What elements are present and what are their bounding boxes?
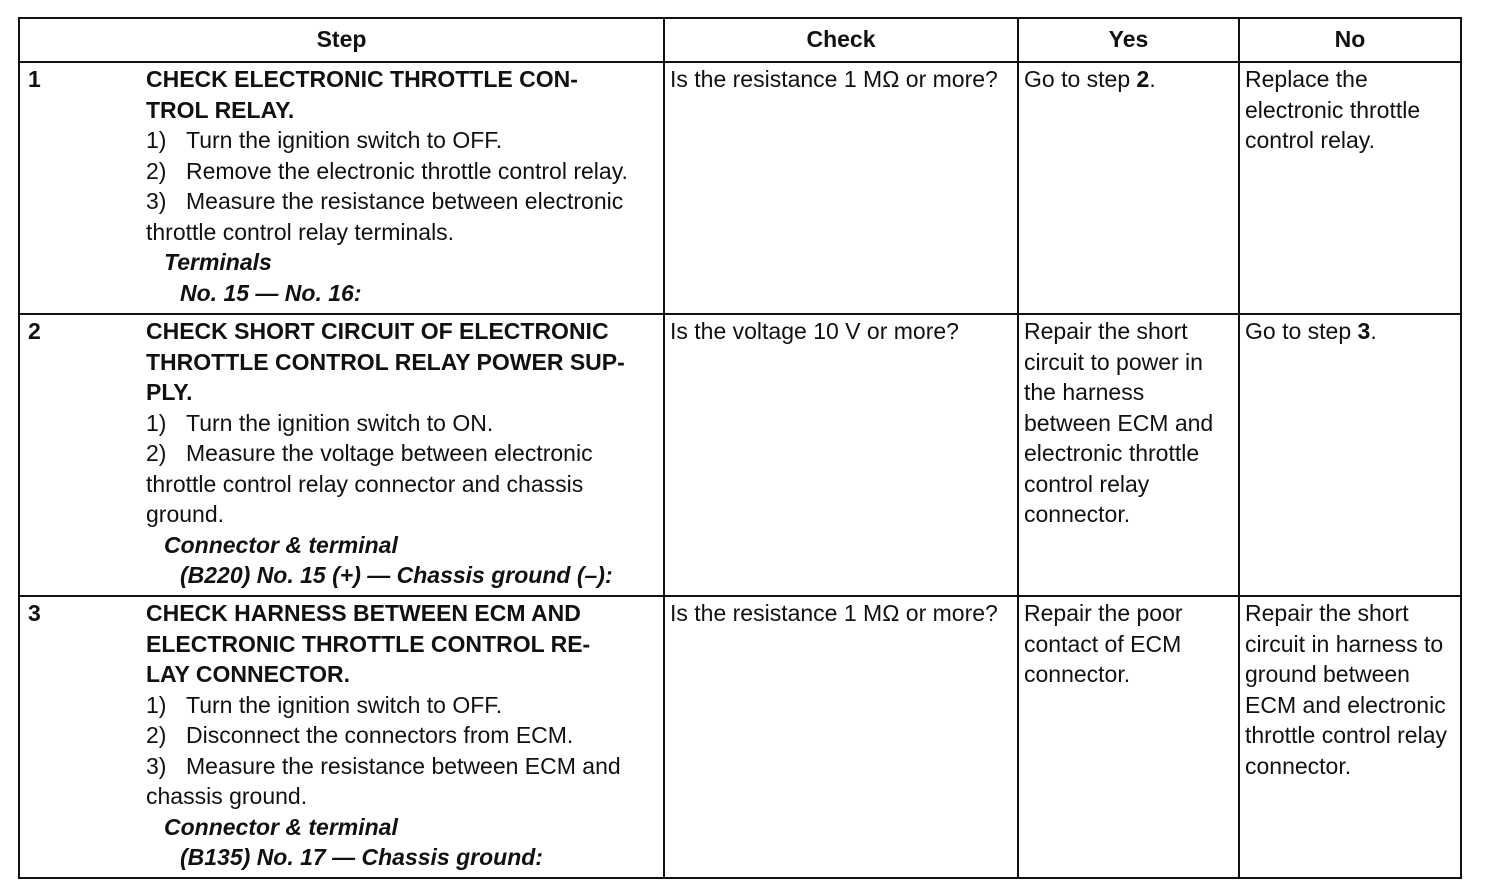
step-instruction: 3) Measure the resistance between electronic [146,188,624,214]
step-number: 2 [28,318,41,344]
no-cell: Replace the electronic throttle control relay. [1239,62,1461,314]
step-title [146,316,654,408]
header-check: Check [664,18,1018,62]
spec-label: Connector & terminal [164,531,398,558]
step-title-line: THROTTLE CONTROL RELAY POWER SUP- [146,348,625,375]
step-instruction-continuation: throttle control relay connector and chassis ground. [146,470,584,527]
step-body [146,598,658,873]
diagnostic-table [18,17,1462,879]
no-cell: Go to step 3. [1239,314,1461,596]
step-ref: 2 [1136,66,1150,92]
step-instruction-continuation: throttle control relay terminals. [146,218,455,245]
step-instruction: 1) Turn the ignition switch to ON. [146,409,494,436]
step-cell [19,596,664,878]
step-cell [19,314,664,596]
check-cell: Is the resistance 1 MΩ or more? [664,62,1018,314]
step-title-line: CHECK HARNESS BETWEEN ECM AND [146,600,581,626]
step-instruction: 3) Measure the resistance between ECM and [146,752,621,779]
spec-value: (B220) No. 15 (+) — Chassis ground (–): [180,562,613,588]
header-step: Step [19,18,664,62]
check-cell: Is the voltage 10 V or more? [664,314,1018,596]
step-number: 3 [28,600,41,626]
header-no: No [1239,18,1461,62]
step-title [146,64,654,125]
step-instruction: 2) Disconnect the connectors from ECM. [146,722,574,748]
step-instruction-continuation: chassis ground. [146,783,308,809]
step-instruction: 1) Turn the ignition switch to OFF. [146,691,503,718]
step-title-line: PLY. [146,379,193,405]
step-cell [19,62,664,314]
yes-cell: Go to step 2. [1018,62,1239,314]
check-cell: Is the resistance 1 MΩ or more? [664,596,1018,878]
step-ref: 3 [1357,318,1371,344]
step-title-line: CHECK SHORT CIRCUIT OF ELECTRONIC [146,318,609,344]
yes-cell: Repair the poor contact of ECM connector. [1018,596,1239,878]
step-instruction: 2) Measure the voltage between electronic [146,440,593,466]
table-row [19,314,1461,596]
no-cell: Repair the short circuit in harness to ground between ECM and electronic throttle control relay connector. [1239,596,1461,878]
spec-value: No. 15 — No. 16: [180,279,362,306]
step-instruction: 1) Turn the ignition switch to OFF. [146,127,503,153]
step-title-line: LAY CONNECTOR. [146,661,351,687]
spec-value: (B135) No. 17 — Chassis ground: [180,844,543,870]
yes-cell: Repair the short circuit to power in the harness between ECM and electronic throttle control relay connector. [1018,314,1239,596]
spec-label: Terminals [164,249,272,275]
step-body [146,64,658,308]
step-instruction: 2) Remove the electronic throttle control relay. [146,157,628,184]
step-title [146,598,654,690]
spec-label: Connector & terminal [164,813,398,840]
header-yes: Yes [1018,18,1239,62]
table-row [19,596,1461,878]
step-title-line: CHECK ELECTRONIC THROTTLE CON- [146,66,578,92]
step-body [146,316,658,591]
step-number: 1 [28,66,41,92]
step-title-line: TROL RELAY. [146,96,295,123]
table-row [19,62,1461,314]
step-title-line: ELECTRONIC THROTTLE CONTROL RE- [146,630,591,657]
header-row [19,18,1461,62]
